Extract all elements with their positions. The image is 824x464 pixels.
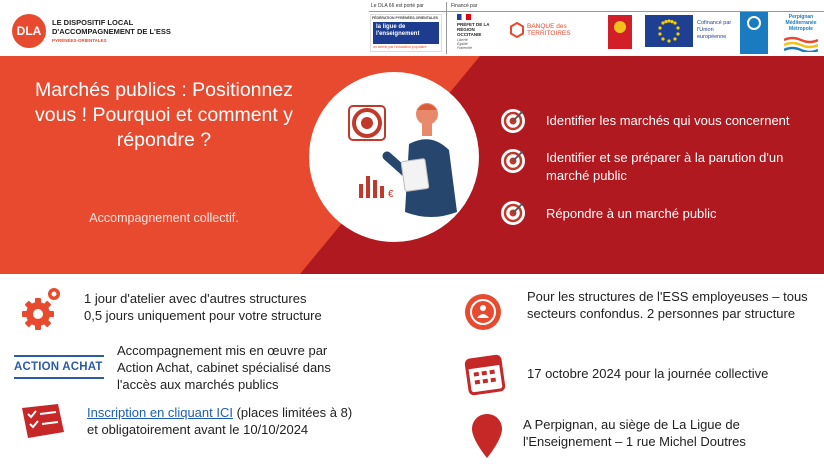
bar-chart-icon: [359, 176, 394, 200]
gears-icon: [20, 284, 66, 332]
objective-3: Répondre à un marché public: [546, 206, 717, 221]
dla-title: LE DISPOSITIF LOCAL D'ACCOMPAGNEMENT DE L'ESS: [52, 18, 171, 36]
location-pin-icon: [470, 412, 504, 460]
header: [0, 0, 824, 56]
ligue-logo-top: FÉDÉRATION PYRÉNÉES-ORIENTALES: [372, 16, 438, 20]
objective-2: Identifier et se préparer à la parution d'un marché public: [546, 150, 784, 183]
dla-region: PYRÉNÉES-ORIENTALES: [52, 38, 107, 43]
hero-subtitle: Accompagnement collectif.: [89, 211, 239, 225]
prefet-text: PRÉFET DE LA RÉGION OCCITANIE: [457, 22, 490, 37]
audience-text: Pour les structures de l'ESS employeuses – tous secteurs confondus. 2 personnes par structure: [527, 289, 808, 321]
date-text: 17 octobre 2024 pour la journée collective: [527, 366, 769, 381]
banque-text: BANQUE des TERRITOIRES: [527, 23, 571, 37]
occitanie-cross-icon: [614, 21, 626, 33]
target-arrow-icon: [500, 108, 526, 134]
svg-text:€: €: [388, 189, 394, 200]
french-flag-icon: [457, 14, 471, 20]
location-text: A Perpignan, au siège de La Ligue de l'Enseignement – 1 rue Michel Doutres: [523, 417, 746, 449]
presenter-person-icon: [387, 103, 457, 217]
inscription-text: [87, 404, 362, 438]
eu-flag-icon: [645, 15, 693, 47]
perpignan-waves-icon: [784, 36, 818, 52]
provider-text: Accompagnement mis en œuvre par Action Achat, cabinet spécialisé dans l'accès aux marchés publics: [117, 343, 331, 392]
prefet-logo: [455, 14, 501, 52]
calendar-icon: [462, 352, 508, 398]
ligue-logo: [370, 14, 442, 52]
action-achat-text: ACTION ACHAT: [14, 361, 103, 373]
dla-logo-text: DLA: [16, 24, 42, 38]
caf-logo: [740, 12, 768, 54]
porte-par-label: Le DLA 66 est porté par: [371, 3, 424, 9]
banque-icon: [510, 22, 524, 38]
action-achat-line-top: [14, 355, 104, 357]
dla-logo: [12, 14, 46, 48]
hero-title: Marchés publics : Positionnez vous ! Pourquoi et comment y répondre ?: [35, 79, 293, 151]
hero-illustration: [309, 72, 479, 242]
checklist-icon: [18, 402, 68, 442]
action-achat-line-bottom: [14, 377, 104, 379]
inscription-details: (places limitées à 8) et obligatoirement avant le 10/10/2024: [87, 405, 353, 437]
finance-par-label: Financé par: [451, 3, 478, 9]
objective-1: Identifier les marchés qui vous concernent: [546, 113, 790, 128]
target-sign-icon: [349, 106, 385, 140]
prefet-motto: Liberté Égalité Fraternité: [457, 38, 472, 50]
caf-icon: [747, 16, 761, 30]
occitanie-logo: [608, 15, 632, 49]
duration-text: 1 jour d'atelier avec d'autres structures 0,5 jours uniquement pour votre structure: [84, 291, 322, 323]
target-arrow-icon: [500, 148, 526, 174]
action-achat-logo: [12, 349, 106, 383]
perpignan-text: Perpignan Méditerranée Métropole: [785, 14, 817, 32]
group-target-icon: [463, 292, 503, 332]
inscription-link[interactable]: Inscription en cliquant ICI: [87, 405, 233, 420]
ligue-logo-tag: un avenir par l'éducation populaire: [373, 45, 427, 49]
header-separator: [446, 2, 447, 54]
eu-text: Cofinancé par l'Union européenne: [697, 20, 732, 40]
ligue-logo-name: la ligue de l'enseignement: [373, 22, 439, 44]
target-arrow-icon: [500, 200, 526, 226]
perpignan-logo: [778, 14, 824, 54]
